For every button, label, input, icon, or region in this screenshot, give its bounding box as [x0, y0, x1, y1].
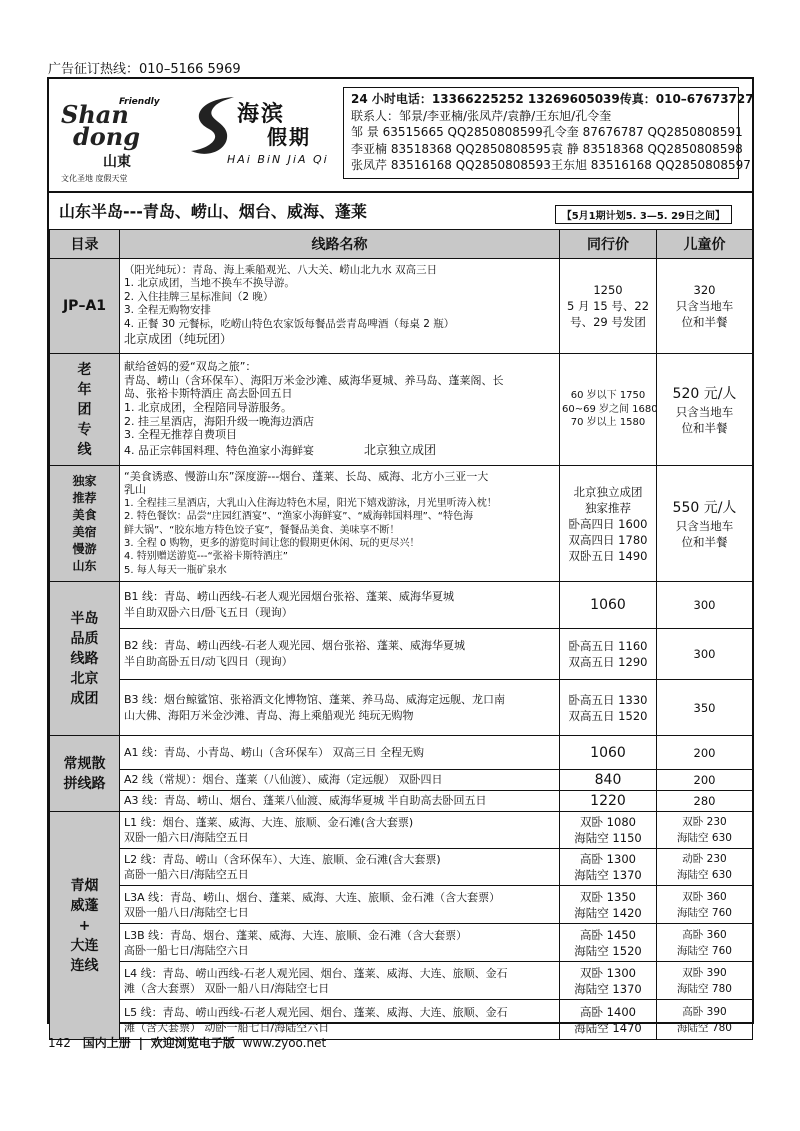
category-cell: 青烟 威蓬 + 大连 连线	[50, 812, 120, 1040]
price-cell: 双卧 1080 海陆空 1150	[560, 812, 657, 849]
col-header: 线路名称	[120, 230, 560, 259]
child-price-cell: 动卧 230 海陆空 630	[657, 849, 753, 886]
child-price-cell: 双卧 390 海陆空 780	[657, 962, 753, 1000]
price-cell: 60 岁以下 1750 60~69 岁之间 1680 70 岁以上 1580	[560, 354, 657, 466]
category-cell: 半岛 品质 线路 北京 成团	[50, 582, 120, 736]
logo-slogan: 文化圣地 度假天堂	[61, 174, 128, 183]
contact-row: 王东旭 83516168 QQ2850808597	[550, 158, 751, 172]
price-cell: 1060	[560, 736, 657, 770]
route-cell: B2 线：青岛、崂山西线-石老人观光园、烟台张裕、蓬莱、威海华夏城 半自助高卧五日/动飞四日（现询）	[120, 629, 560, 680]
price-cell: 卧高五日 1160 双高五日 1290	[560, 629, 657, 680]
phone-line: 24 小时电话：13366225252 13269605039	[351, 92, 620, 106]
route-cell: L3A 线：青岛、崂山、烟台、蓬莱、威海、大连、旅顺、金石滩（含大套票） 双卧一船八日/海陆空七日	[120, 886, 560, 924]
fax-line: 传真：010–67673727	[619, 92, 754, 106]
table-row	[50, 629, 753, 680]
shandong-logo	[61, 93, 181, 183]
contacts-line: 联系人：邹景/李亚楠/张凤芹/袁静/王东旭/孔令奎	[351, 108, 612, 123]
footer-separator: |	[138, 1036, 143, 1050]
table-row	[50, 736, 753, 770]
table-row	[50, 770, 753, 791]
route-cell: B3 线：烟台鲸鲨馆、张裕酒文化博物馆、蓬莱、养马岛、威海定远舰、龙口南 山大佛、海阳万米金沙滩、青岛、海上乘船观光 纯玩无购物	[120, 680, 560, 736]
logo-haibin: 海滨	[237, 101, 286, 127]
col-header: 同行价	[560, 230, 657, 259]
child-price-cell: 350	[657, 680, 753, 736]
plan-badge: 【5月1期计划5. 3—5. 29日之间】	[555, 205, 732, 224]
child-price-cell: 高卧 360 海陆空 760	[657, 924, 753, 962]
table-row	[50, 582, 753, 629]
page-number: 142	[48, 1036, 71, 1050]
child-price-cell: 550 元/人 只含当地车 位和半餐	[657, 466, 753, 582]
route-cell: L2 线：青岛、崂山（含环保车）、大连、旅顺、金石滩(含大套票) 高卧一船六日/海陆空五日	[120, 849, 560, 886]
logo-dong: dong	[73, 122, 141, 151]
footer-section: 国内上册	[82, 1036, 131, 1050]
route-cell: B1 线：青岛、崂山西线-石老人观光园烟台张裕、蓬莱、威海华夏城 半自助双卧六日/卧飞五日（现询）	[120, 582, 560, 629]
price-cell: 北京独立成团 独家推荐 卧高四日 1600 双高四日 1780 双卧五日 1490	[560, 466, 657, 582]
route-cell: A2 线（常规）：烟台、蓬莱（八仙渡）、威海（定远舰） 双卧四日	[120, 770, 560, 791]
price-cell: 1060	[560, 582, 657, 629]
child-price-cell: 双卧 230 海陆空 630	[657, 812, 753, 849]
route-table	[49, 229, 753, 1040]
price-cell: 双卧 1300 海陆空 1370	[560, 962, 657, 1000]
logo-jiaqi: 假期	[267, 125, 311, 149]
table-row	[50, 354, 753, 466]
child-price-cell: 双卧 360 海陆空 760	[657, 886, 753, 924]
table-row	[50, 680, 753, 736]
child-price-cell: 200	[657, 736, 753, 770]
price-cell: 1220	[560, 791, 657, 812]
contact-row: 张凤芹 83516168 QQ2850808593	[351, 158, 551, 172]
logo-shandong-cn: 山東	[103, 154, 131, 170]
brochure-page	[47, 77, 754, 1035]
route-cell: （阳光纯玩）：青岛、海上乘船观光、八大关、崂山北九水 双高三日 1. 北京成团，当地不换车不换导游。 2. 入住挂牌三星标准间（2 晚） 3. 全程无购物安排 4. 正餐 30 元餐标，吃崂山特色农家饭每餐品尝青岛啤酒（每桌 2 瓶） 北京成团（纯玩团）	[120, 259, 560, 354]
header	[49, 79, 752, 187]
logo-friendly: Friendly	[119, 97, 160, 107]
table-row	[50, 812, 753, 849]
route-cell: L4 线：青岛、崂山西线-石老人观光园、烟台、蓬莱、威海、大连、旅顺、金石 滩（含大套票） 双卧一船八日/海陆空七日	[120, 962, 560, 1000]
logo-shan: Shan	[61, 100, 129, 129]
contact-row: 袁 静 83518368 QQ2850808598	[550, 141, 743, 156]
table-row	[50, 849, 753, 886]
category-cell: JP–A1	[50, 259, 120, 354]
table-row	[50, 466, 753, 582]
child-price-cell: 300	[657, 582, 753, 629]
footer-welcome: 欢迎浏览电子版	[150, 1036, 235, 1050]
price-cell: 840	[560, 770, 657, 791]
route-cell: L5 线：青岛、崂山西线-石老人观光园、烟台、蓬莱、威海、大连、旅顺、金石 滩（含大套票） 动卧一船七日/海陆空六日	[120, 1000, 560, 1040]
route-cell: L1 线：烟台、蓬莱、威海、大连、旅顺、金石滩(含大套票) 双卧一船六日/海陆空五日	[120, 812, 560, 849]
child-price-cell: 320 只含当地车 位和半餐	[657, 259, 753, 354]
child-price-cell: 520 元/人 只含当地车 位和半餐	[657, 354, 753, 466]
page-footer	[48, 1034, 326, 1051]
price-cell: 高卧 1450 海陆空 1520	[560, 924, 657, 962]
footer-url[interactable]: www.zyoo.net	[242, 1036, 327, 1050]
route-cell: 献给爸妈的爱“双岛之旅”： 青岛、崂山（含环保车）、海阳万米金沙滩、威海华夏城、养马岛、蓬莱阁、长 岛、张裕卡斯特酒庄 高去卧回五日 1. 北京成团，全程陪同导游服务。 2. 挂三星酒店，海阳升级一晚海边酒店 3. 全程无推荐自费项目 4. 品正宗韩国料理、特色渔家小海鲜宴 北京独立成团	[120, 354, 560, 466]
table-header	[50, 230, 753, 259]
child-price-cell: 高卧 390 海陆空 780	[657, 1000, 753, 1040]
table-row	[50, 962, 753, 1000]
category-cell: 常规散 拼线路	[50, 736, 120, 812]
contact-row: 邹 景 63515665 QQ2850808599	[351, 125, 543, 139]
child-price-cell: 300	[657, 629, 753, 680]
contact-row: 孔令奎 87676787 QQ2850808591	[542, 125, 743, 139]
route-cell: A1 线：青岛、小青岛、崂山（含环保车） 双高三日 全程无购	[120, 736, 560, 770]
table-row	[50, 886, 753, 924]
category-cell: 老 年 团 专 线	[50, 354, 120, 466]
price-cell: 卧高五日 1330 双高五日 1520	[560, 680, 657, 736]
route-cell: L3B 线：青岛、烟台、蓬莱、威海、大连、旅顺、金石滩（含大套票） 高卧一船七日/海陆空六日	[120, 924, 560, 962]
price-cell: 1250 5 月 15 号、22 号、29 号发团	[560, 259, 657, 354]
price-cell: 高卧 1300 海陆空 1370	[560, 849, 657, 886]
contact-row: 李亚楠 83518368 QQ2850808595	[351, 141, 551, 156]
page-title: 山东半岛---青岛、崂山、烟台、威海、蓬莱	[59, 202, 367, 221]
route-cell: A3 线：青岛、崂山、烟台、蓬莱八仙渡、威海华夏城 半自助高去卧回五日	[120, 791, 560, 812]
ad-hotline: 广告征订热线：010–5166 5969	[48, 62, 241, 77]
table-row	[50, 924, 753, 962]
price-cell: 高卧 1400 海陆空 1470	[560, 1000, 657, 1040]
category-cell: 独家 推荐 美食 美宿 慢游 山东	[50, 466, 120, 582]
price-cell: 双卧 1350 海陆空 1420	[560, 886, 657, 924]
logo-haibin-en: HAi BiN JiA Qi	[227, 153, 329, 166]
table-row	[50, 791, 753, 812]
col-header: 目录	[50, 230, 120, 259]
child-price-cell: 280	[657, 791, 753, 812]
haibin-logo	[179, 89, 329, 179]
contact-box	[343, 87, 754, 179]
col-header: 儿童价	[657, 230, 753, 259]
title-bar	[49, 191, 752, 221]
table-row	[50, 259, 753, 354]
route-cell: “美食诱惑、慢游山东”深度游---烟台、蓬莱、长岛、威海、北方小三亚一大 乳山 1. 全程挂三星酒店，大乳山入住海边特色木屋，阳光下嬉戏游泳，月光里听涛入枕！ 2. 特色餐饮：品尝“庄园红酒宴”、“渔家小海鲜宴”、“威海韩国料理”、“特色海 鲜大锅”、“胶东地方特色饺子宴”，餐餐品美食、美味享不断！ 3. 全程 0 购物，更多的游览时间让您的假期更休闲、玩的更尽兴！ 4. 特别赠送游览---“张裕卡斯特酒庄” 5. 每人每天一瓶矿泉水	[120, 466, 560, 582]
child-price-cell: 200	[657, 770, 753, 791]
